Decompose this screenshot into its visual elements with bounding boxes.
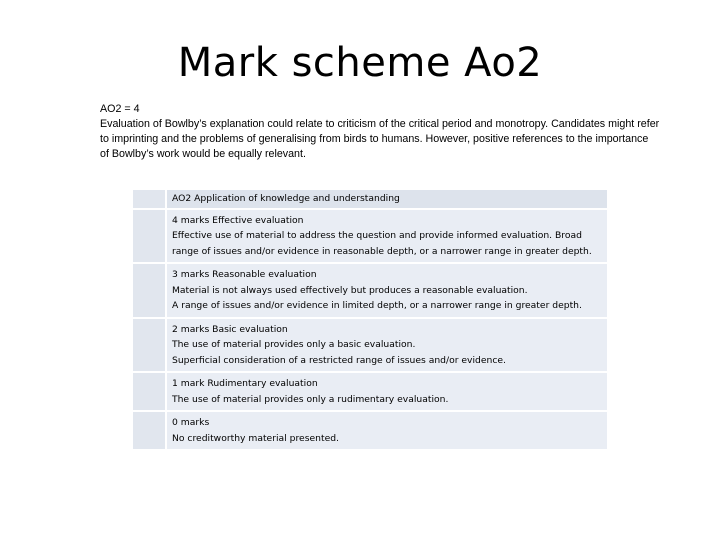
table-header-row xyxy=(133,190,607,208)
page-title: Mark scheme Ao2 xyxy=(177,40,543,86)
row-gutter xyxy=(133,373,167,410)
mark-scheme-table xyxy=(133,190,607,451)
row-gutter xyxy=(133,210,167,263)
band-heading: 1 mark Rudimentary evaluation xyxy=(172,378,318,389)
band-descriptor: Material is not always used effectively but produces a reasonable evaluation. xyxy=(172,284,528,296)
intro-heading: AO2 = 4 xyxy=(100,103,140,115)
band-heading: 0 marks xyxy=(172,417,210,428)
band-row-4-marks xyxy=(133,210,607,263)
row-gutter xyxy=(133,319,167,372)
band-heading: 4 marks Effective evaluation xyxy=(172,214,304,226)
band-row-1-mark xyxy=(133,373,607,410)
row-gutter xyxy=(133,264,167,317)
row-gutter xyxy=(133,190,167,208)
band-descriptor: The use of material provides only a basic evaluation. xyxy=(172,339,416,350)
band-heading: 2 marks Basic evaluation xyxy=(172,323,288,335)
band-cell xyxy=(167,210,607,263)
band-cell xyxy=(167,412,607,449)
band-row-2-marks xyxy=(133,319,607,372)
band-cell xyxy=(167,373,607,410)
band-cell xyxy=(167,319,607,372)
band-descriptor: The use of material provides only a rudimentary evaluation. xyxy=(172,393,449,405)
band-heading: 3 marks Reasonable evaluation xyxy=(172,269,317,280)
intro-block xyxy=(100,102,660,162)
band-row-0-marks xyxy=(133,412,607,449)
band-cell xyxy=(167,264,607,317)
band-descriptor: Effective use of material to address the question and provide informed evaluation. Broad range of issues and/or evidence in reasonable depth, or a narrower range in greater depth. xyxy=(172,230,592,257)
intro-text: Evaluation of Bowlby’s explanation could relate to criticism of the critical period and monotropy. Candidates might refer to imprinting and the problems of generalising from birds to humans. However, positive references to the importance of Bowlby’s work would be equally relevant. xyxy=(100,118,660,160)
row-gutter xyxy=(133,412,167,449)
band-row-3-marks xyxy=(133,264,607,317)
band-descriptor: A range of issues and/or evidence in limited depth, or a narrower range in greater depth. xyxy=(172,300,582,311)
band-descriptor: No creditworthy material presented. xyxy=(172,432,339,444)
table-header-cell: AO2 Application of knowledge and understanding xyxy=(172,193,400,204)
band-descriptor: Superficial consideration of a restricted range of issues and/or evidence. xyxy=(172,354,506,366)
